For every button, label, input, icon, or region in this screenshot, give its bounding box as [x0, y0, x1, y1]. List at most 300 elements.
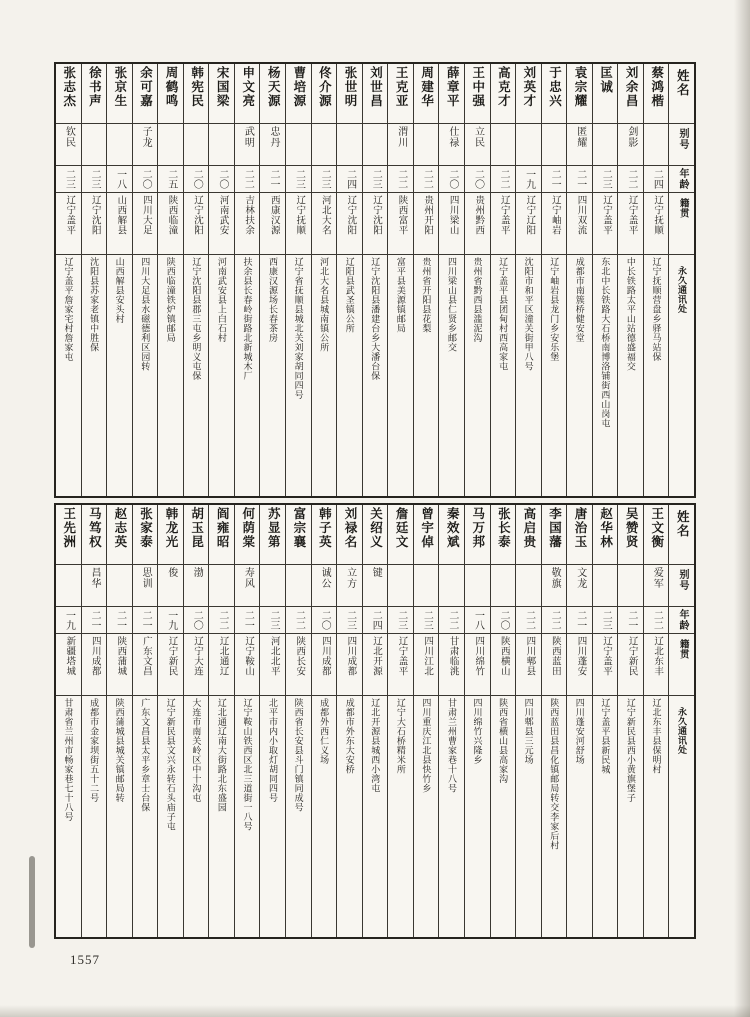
person-address-text: 辽宁岫岩县龙门乡安乐堡	[549, 257, 560, 362]
person-name	[388, 505, 413, 565]
person-native-place	[593, 193, 618, 255]
row-label-alias	[669, 124, 694, 166]
row-label-address-text: 永久通讯处	[677, 266, 688, 314]
person-alias	[107, 565, 132, 607]
person-age-text: 二〇	[319, 610, 331, 630]
person-column	[363, 64, 389, 496]
person-native-place	[107, 634, 132, 696]
person-column	[567, 505, 593, 937]
person-name-text: 刘世昌	[368, 66, 383, 108]
person-native-place	[516, 634, 541, 696]
person-address-text: 陕西临潼铁炉镇邮局	[165, 257, 176, 343]
person-native-place	[286, 193, 311, 255]
person-name	[209, 505, 234, 565]
person-native-place	[209, 634, 234, 696]
person-alias-text: 敬旗	[549, 567, 561, 589]
person-column	[593, 505, 619, 937]
person-age	[414, 607, 439, 634]
person-column	[312, 505, 338, 937]
person-native-place	[82, 634, 107, 696]
person-column	[337, 505, 363, 937]
person-age	[618, 166, 643, 193]
person-address-text: 辽宁大石桥精米所	[395, 698, 406, 774]
person-native-place	[133, 193, 158, 255]
person-native-place-text: 四川成都	[319, 636, 330, 676]
person-address	[312, 696, 337, 937]
person-alias-text: 仕禄	[446, 126, 458, 148]
person-age-text: 二三	[319, 169, 331, 189]
person-age-text: 二三	[421, 610, 433, 630]
person-native-place-text: 辽北通辽	[217, 636, 228, 676]
person-native-place	[542, 634, 567, 696]
person-name-text: 佟介源	[317, 66, 332, 108]
person-age-text: 一九	[523, 169, 535, 189]
person-native-place-text: 陕西富平	[396, 195, 407, 235]
person-name	[209, 64, 234, 124]
person-alias	[363, 565, 388, 607]
person-address	[56, 696, 81, 937]
person-native-place	[491, 193, 516, 255]
person-address-text: 辽宁鞍山铁西区北三道街一八号	[242, 698, 253, 831]
person-native-place	[516, 193, 541, 255]
person-age-text: 二二	[395, 169, 407, 189]
person-column	[567, 64, 593, 496]
person-native-place	[209, 193, 234, 255]
person-column	[56, 64, 82, 496]
person-native-place	[363, 193, 388, 255]
person-native-place	[82, 193, 107, 255]
row-label-native-place	[669, 193, 694, 255]
person-column	[56, 505, 82, 937]
person-name	[158, 64, 183, 124]
person-column	[107, 505, 133, 937]
person-address-text: 陕西蓝田县昌化镇邮局转交李家后村	[549, 698, 560, 850]
person-column	[388, 505, 414, 937]
person-age-text: 二二	[523, 610, 535, 630]
row-label-name	[669, 505, 694, 565]
person-address	[260, 255, 285, 496]
person-address	[286, 255, 311, 496]
person-native-place-text: 贵州开阳	[422, 195, 433, 235]
person-name	[491, 505, 516, 565]
person-column	[209, 505, 235, 937]
row-label-age-text: 年龄	[676, 609, 688, 631]
scan-artifact-smudge	[29, 856, 35, 948]
person-age	[439, 166, 464, 193]
row-label-native-place-text: 籍贯	[677, 198, 688, 218]
person-native-place	[567, 193, 592, 255]
person-name-text: 王中强	[470, 66, 485, 108]
person-address-text: 大连市南关岭区中十沟屯	[191, 698, 202, 803]
person-alias-text: 立民	[472, 126, 484, 148]
person-name-text: 何荫棠	[240, 507, 255, 549]
person-name	[363, 505, 388, 565]
row-label-column	[669, 64, 694, 496]
person-address-text: 东北中长铁路大石桥南博洛铺街西山岗屯	[600, 257, 611, 428]
person-age	[235, 166, 260, 193]
person-native-place	[260, 193, 285, 255]
row-label-name	[669, 64, 694, 124]
person-address	[82, 255, 107, 496]
person-alias	[209, 565, 234, 607]
person-address	[439, 255, 464, 496]
person-address	[542, 255, 567, 496]
person-name	[56, 64, 81, 124]
row-label-native-place	[669, 634, 694, 696]
person-name-text: 马万邦	[470, 507, 485, 549]
person-alias-text: 爱军	[651, 567, 663, 589]
person-address	[312, 255, 337, 496]
person-native-place-text: 河南武安	[217, 195, 228, 235]
person-name	[286, 64, 311, 124]
person-alias	[567, 565, 592, 607]
person-age	[107, 166, 132, 193]
person-address-text: 辽宁新民县文兴永转石头庙子屯	[165, 698, 176, 831]
person-address-text: 陕西蒲城县城关镇邮局转	[114, 698, 125, 803]
person-native-place-text: 贵州黔西	[473, 195, 484, 235]
person-column	[516, 64, 542, 496]
person-name-text: 张京生	[112, 66, 127, 108]
person-name-text: 苏显第	[266, 507, 281, 549]
person-name-text: 秦效斌	[445, 507, 460, 549]
person-name	[363, 64, 388, 124]
person-age	[491, 607, 516, 634]
person-alias-text: 剑影	[625, 126, 637, 148]
person-address	[158, 255, 183, 496]
person-name	[260, 64, 285, 124]
person-name	[593, 505, 618, 565]
person-age	[363, 607, 388, 634]
person-name-text: 高启贵	[521, 507, 536, 549]
person-age-text: 二一	[242, 610, 254, 630]
person-age-text: 二〇	[140, 169, 152, 189]
person-native-place-text: 新疆塔城	[64, 636, 75, 676]
person-name-text: 富宗襄	[291, 507, 306, 549]
person-age	[312, 166, 337, 193]
person-age	[82, 166, 107, 193]
person-age	[516, 166, 541, 193]
person-age	[491, 166, 516, 193]
person-native-place	[414, 193, 439, 255]
person-name-text: 张家泰	[138, 507, 153, 549]
person-name	[133, 64, 158, 124]
person-age	[388, 607, 413, 634]
person-name	[491, 64, 516, 124]
person-native-place	[260, 634, 285, 696]
person-name-text: 李国藩	[547, 507, 562, 549]
person-name	[337, 505, 362, 565]
person-address	[363, 696, 388, 937]
person-age	[184, 607, 209, 634]
person-native-place	[363, 634, 388, 696]
person-address	[158, 696, 183, 937]
person-age	[337, 607, 362, 634]
row-label-name-text: 姓名	[675, 510, 690, 538]
person-age	[133, 607, 158, 634]
person-column	[414, 505, 440, 937]
person-alias	[618, 124, 643, 166]
person-native-place	[184, 634, 209, 696]
person-alias	[593, 565, 618, 607]
person-address	[491, 696, 516, 937]
person-column	[133, 505, 159, 937]
person-column	[439, 505, 465, 937]
person-native-place-text: 辽宁辽阳	[524, 195, 535, 235]
person-column	[593, 64, 619, 496]
person-name-text: 薛章平	[445, 66, 460, 108]
person-name-text: 詹廷文	[394, 507, 409, 549]
person-address	[439, 696, 464, 937]
person-age-text: 二二	[625, 169, 637, 189]
person-alias-text: 渤	[191, 567, 203, 578]
person-address	[593, 696, 618, 937]
person-alias	[644, 565, 669, 607]
person-address-text: 山西解县安头村	[114, 257, 125, 324]
person-native-place	[439, 634, 464, 696]
person-alias	[260, 565, 285, 607]
person-alias	[542, 565, 567, 607]
person-alias	[337, 565, 362, 607]
person-name-text: 马笃权	[87, 507, 102, 549]
person-alias-text: 钦民	[63, 126, 75, 148]
person-age	[56, 607, 81, 634]
person-column	[363, 505, 389, 937]
person-address	[414, 696, 439, 937]
person-age	[542, 166, 567, 193]
row-label-alias-text: 别号	[676, 569, 688, 591]
person-age-text: 二三	[293, 169, 305, 189]
person-address-text: 辽宁盖平县新民城	[600, 698, 611, 774]
person-address	[593, 255, 618, 496]
person-age-text: 二一	[574, 169, 586, 189]
person-column	[184, 64, 210, 496]
person-name	[337, 64, 362, 124]
person-native-place-text: 辽宁大连	[192, 636, 203, 676]
person-age	[465, 166, 490, 193]
page-number: 1557	[70, 952, 100, 967]
person-column	[618, 505, 644, 937]
person-address	[337, 255, 362, 496]
person-address-text: 北平市内小取灯胡同四号	[268, 698, 279, 803]
person-age	[82, 607, 107, 634]
person-native-place-text: 四川成都	[345, 636, 356, 676]
person-name-text: 周建华	[419, 66, 434, 108]
person-native-place	[439, 193, 464, 255]
person-name-text: 王文衡	[649, 507, 664, 549]
person-address	[491, 255, 516, 496]
person-alias	[312, 565, 337, 607]
person-native-place-text: 辽宁盖平	[601, 636, 612, 676]
person-name-text: 张世明	[342, 66, 357, 108]
person-native-place-text: 四川成都	[89, 636, 100, 676]
row-label-address-text: 永久通讯处	[677, 707, 688, 755]
person-name	[465, 505, 490, 565]
person-age	[465, 607, 490, 634]
person-address-text: 贵州省开阳县花梨	[421, 257, 432, 333]
person-name-text: 匡诚	[598, 66, 613, 94]
person-address-text: 河南武安县上白石村	[216, 257, 227, 343]
person-native-place-text: 陕西蓝田	[549, 636, 560, 676]
person-native-place-text: 辽宁盖平	[601, 195, 612, 235]
person-age-text: 二二	[498, 169, 510, 189]
person-column	[388, 64, 414, 496]
person-alias	[56, 565, 81, 607]
person-address	[184, 696, 209, 937]
person-age	[235, 607, 260, 634]
person-alias	[567, 124, 592, 166]
person-address	[235, 696, 260, 937]
person-name-text: 蔡鸿楷	[649, 66, 664, 108]
person-address	[286, 696, 311, 937]
person-column	[286, 64, 312, 496]
person-age-text: 二四	[370, 610, 382, 630]
person-native-place-text: 山西解县	[115, 195, 126, 235]
person-age-text: 二三	[395, 610, 407, 630]
person-alias	[56, 124, 81, 166]
person-name-text: 袁宗耀	[573, 66, 588, 108]
person-native-place-text: 辽宁盖平	[396, 636, 407, 676]
person-native-place-text: 四川绵竹	[473, 636, 484, 676]
person-native-place-text: 辽宁沈阳	[370, 195, 381, 235]
person-name	[414, 64, 439, 124]
person-column	[542, 505, 568, 937]
person-native-place-text: 四川江北	[422, 636, 433, 676]
person-alias-text: 渭川	[395, 126, 407, 148]
person-age	[260, 166, 285, 193]
person-address-text: 成都市南簇桥健安堂	[574, 257, 585, 343]
person-column	[618, 64, 644, 496]
person-alias	[491, 565, 516, 607]
person-alias	[644, 124, 669, 166]
person-alias-text: 诚公	[319, 567, 331, 589]
person-alias	[542, 124, 567, 166]
row-label-age	[669, 166, 694, 193]
person-name	[439, 505, 464, 565]
person-age-text: 二二	[216, 610, 228, 630]
person-age	[516, 607, 541, 634]
person-age-text: 二四	[344, 169, 356, 189]
person-alias	[235, 124, 260, 166]
person-name-text: 胡玉昆	[189, 507, 204, 549]
person-alias	[184, 565, 209, 607]
person-age-text: 二一	[574, 610, 586, 630]
person-name	[82, 505, 107, 565]
row-label-name-text: 姓名	[675, 69, 690, 97]
person-name	[107, 64, 132, 124]
person-address-text: 四川绵竹兴隆乡	[472, 698, 483, 765]
person-alias	[439, 124, 464, 166]
person-alias	[363, 124, 388, 166]
person-age	[260, 607, 285, 634]
person-native-place-text: 辽宁沈阳	[345, 195, 356, 235]
person-name-text: 唐治玉	[573, 507, 588, 549]
person-address-text: 陕西省长安县斗门镇同成号	[293, 698, 304, 812]
person-address-text: 辽北东丰县保明村	[651, 698, 662, 774]
row-label-alias-text: 别号	[676, 128, 688, 150]
person-alias	[82, 565, 107, 607]
person-age-text: 二五	[165, 169, 177, 189]
person-address-text: 扶余县长春岭街路北新城木厂	[242, 257, 253, 381]
person-column	[414, 64, 440, 496]
person-alias-text: 立方	[344, 567, 356, 589]
person-alias	[260, 124, 285, 166]
person-name	[644, 505, 669, 565]
person-native-place	[56, 193, 81, 255]
person-column	[235, 64, 261, 496]
person-name	[465, 64, 490, 124]
person-column	[158, 64, 184, 496]
person-address-text: 贵州省黔西县滥泥沟	[472, 257, 483, 343]
person-name	[644, 64, 669, 124]
person-native-place	[542, 193, 567, 255]
person-native-place	[465, 634, 490, 696]
person-name-text: 刘英才	[521, 66, 536, 108]
person-alias	[158, 565, 183, 607]
person-alias	[516, 565, 541, 607]
person-address	[414, 255, 439, 496]
person-address-text: 甘肃兰州曹家巷十八号	[446, 698, 457, 793]
person-age	[618, 607, 643, 634]
person-age-text: 二三	[600, 610, 612, 630]
person-address-text: 辽宁新民县西小黄旗堡子	[625, 698, 636, 803]
person-alias	[158, 124, 183, 166]
person-native-place	[235, 193, 260, 255]
roster-table-bottom	[54, 503, 696, 939]
person-address	[618, 255, 643, 496]
person-alias	[337, 124, 362, 166]
person-native-place	[388, 193, 413, 255]
person-name	[593, 64, 618, 124]
person-alias-text: 文龙	[574, 567, 586, 589]
person-native-place-text: 吉林扶余	[243, 195, 254, 235]
person-address-text: 成都市金家坝街五十二号	[89, 698, 100, 803]
person-address-text: 四川大足县水磁德利区园转	[140, 257, 151, 371]
person-native-place	[133, 634, 158, 696]
person-address	[107, 255, 132, 496]
person-age	[133, 166, 158, 193]
person-native-place-text: 辽宁盖平	[626, 195, 637, 235]
person-address-text: 陕西省横山县高家沟	[498, 698, 509, 784]
person-address-text: 河北大名县城南镇公所	[319, 257, 330, 352]
person-address	[209, 255, 234, 496]
person-age	[439, 607, 464, 634]
person-alias	[312, 124, 337, 166]
person-alias	[286, 124, 311, 166]
person-address-text: 西康汉源场长春茶房	[268, 257, 279, 343]
person-native-place-text: 四川梁山	[447, 195, 458, 235]
person-name-text: 周鹤鸣	[164, 66, 179, 108]
person-name	[567, 505, 592, 565]
person-age	[593, 607, 618, 634]
person-age-text: 二二	[651, 610, 663, 630]
person-name-text: 张志杰	[61, 66, 76, 108]
person-address	[542, 696, 567, 937]
person-alias	[491, 124, 516, 166]
directory-sheet	[54, 62, 696, 939]
person-address-text: 成都外西仁义场	[319, 698, 330, 765]
person-name	[618, 505, 643, 565]
person-name	[414, 505, 439, 565]
person-alias	[414, 565, 439, 607]
person-column	[82, 505, 108, 937]
person-address	[133, 255, 158, 496]
person-address-text: 四川蓬安河舒场	[574, 698, 585, 765]
person-column	[158, 505, 184, 937]
roster-table-top	[54, 62, 696, 498]
person-age	[312, 607, 337, 634]
person-age-text: 二〇	[191, 169, 203, 189]
person-address-text: 中长铁路太平山站德盛福交	[625, 257, 636, 371]
